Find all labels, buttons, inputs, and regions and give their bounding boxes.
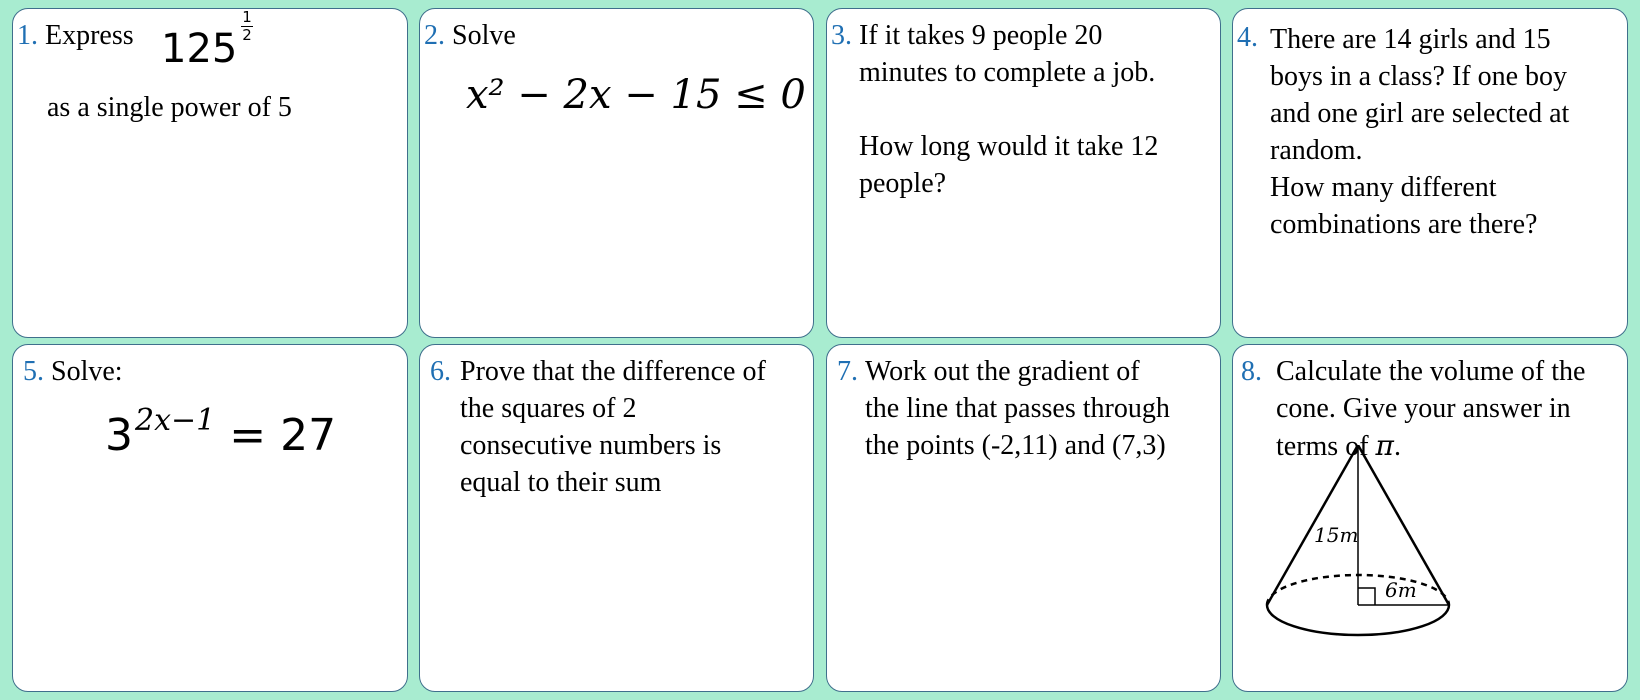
exponential-equation (105, 403, 337, 468)
question-card-2 (419, 8, 814, 338)
question-number: 5. (23, 356, 44, 387)
text-line: people? (859, 168, 947, 199)
question-card-1 (12, 8, 408, 338)
inequality-expression: x² − 2x − 15 ≤ 0 (466, 72, 806, 118)
text-line: Prove that the difference of (460, 356, 766, 387)
question-card-5 (12, 344, 408, 692)
question-2-lead: Solve (452, 20, 516, 51)
text-line: If it takes 9 people 20 (859, 20, 1103, 51)
fraction-denominator: 2 (242, 26, 252, 44)
question-5-header (23, 353, 123, 390)
question-4-text (1270, 21, 1569, 243)
text-line: the squares of 2 (460, 393, 637, 424)
text-line: random. (1270, 135, 1363, 166)
equation-base: 3 (105, 410, 133, 461)
radius-label: 6m (1385, 578, 1417, 602)
question-number-label: 4. (1237, 22, 1258, 53)
question-2-header (424, 17, 516, 54)
question-number (1237, 19, 1258, 56)
text-line: How long would it take 12 (859, 131, 1159, 162)
fraction-exponent (239, 9, 255, 44)
text-line: cone. Give your answer in (1276, 393, 1571, 424)
fraction-numerator: 1 (242, 8, 252, 26)
question-number (1241, 353, 1262, 390)
text-line: minutes to complete a job. (859, 57, 1156, 88)
text-line: Work out the gradient of (865, 356, 1140, 387)
question-card-3 (826, 8, 1221, 338)
text-line: combinations are there? (1270, 209, 1538, 240)
question-number (837, 353, 858, 390)
text-line: There are 14 girls and 15 (1270, 24, 1551, 55)
equation-rhs: = 27 (229, 410, 337, 461)
question-number-label: 7. (837, 356, 858, 387)
question-number-label: 8. (1241, 356, 1262, 387)
pi-symbol: π (1375, 429, 1394, 462)
question-5-lead: Solve: (51, 356, 123, 387)
question-3-text (859, 17, 1158, 202)
slant-height-label: 15m (1314, 523, 1359, 547)
power-base: 125 (161, 26, 238, 72)
text-line: and one girl are selected at (1270, 98, 1570, 129)
cone-diagram (1233, 445, 1463, 685)
text-line-prefix: terms of (1276, 431, 1376, 462)
question-1-tail: as a single power of 5 (47, 92, 292, 123)
text-line-suffix: . (1393, 431, 1401, 462)
cone-base-front-edge (1267, 605, 1449, 635)
question-1-header (17, 17, 134, 54)
text-line: consecutive numbers is (460, 430, 722, 461)
text-line: How many different (1270, 172, 1497, 203)
text-line: the points (-2,11) and (7,3) (865, 430, 1166, 461)
text-line: the line that passes through (865, 393, 1170, 424)
power-expression (161, 27, 237, 71)
question-card-4 (1232, 8, 1628, 338)
question-card-6 (419, 344, 814, 692)
text-line: equal to their sum (460, 467, 662, 498)
question-number-label: 3. (831, 20, 852, 51)
text-line: Calculate the volume of the (1276, 356, 1586, 387)
question-7-text (865, 353, 1170, 464)
question-1-lead: Express (45, 20, 134, 51)
question-number (430, 353, 451, 390)
question-6-text (460, 353, 766, 501)
question-number (831, 17, 852, 54)
right-angle-marker (1358, 588, 1375, 605)
question-number: 1. (17, 20, 38, 51)
question-number: 2. (424, 20, 445, 51)
question-card-8 (1232, 344, 1628, 692)
question-card-7 (826, 344, 1221, 692)
equation-exponent: 2x−1 (135, 403, 216, 438)
question-number-label: 6. (430, 356, 451, 387)
text-line: boys in a class? If one boy (1270, 61, 1568, 92)
